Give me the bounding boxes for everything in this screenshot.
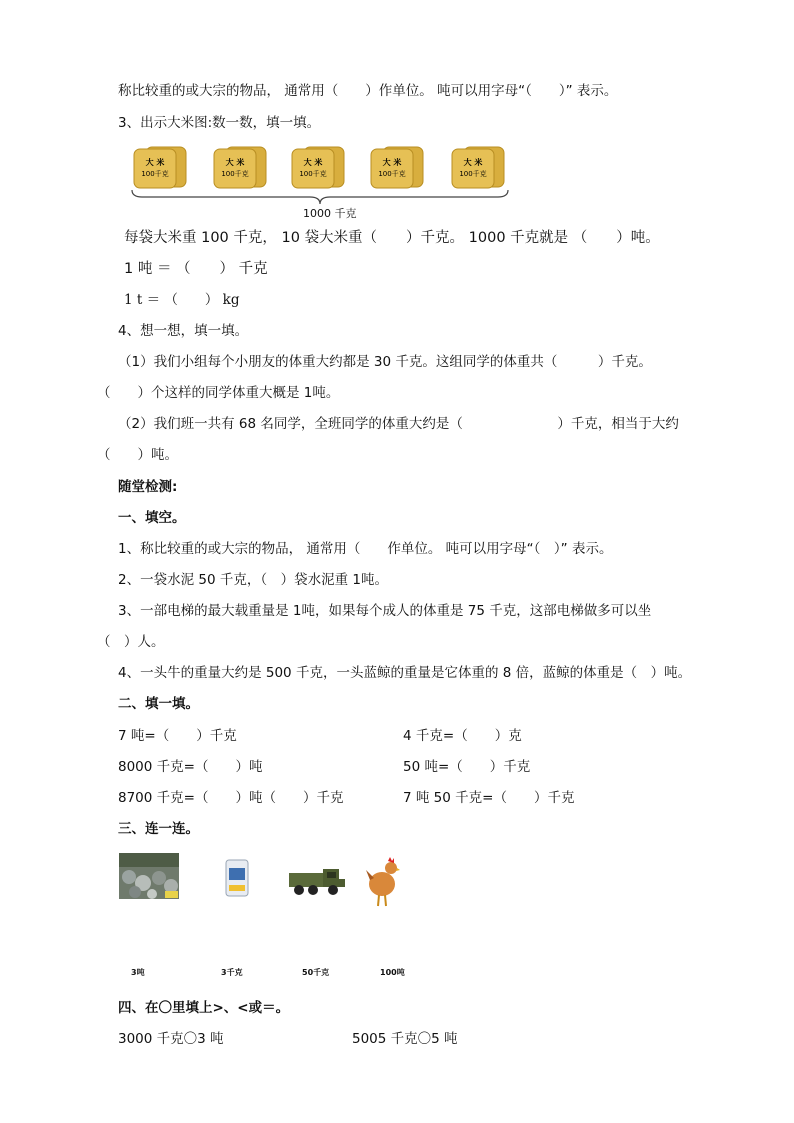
section-heading: 一、填空。	[118, 510, 186, 526]
match-label: 3吨	[131, 968, 145, 977]
text-line: 7 吨 50 千克=（ ）千克	[403, 790, 575, 806]
text-line: 每袋大米重 100 千克， 10 袋大米重（ ）千克。 1000 千克就是 （ ）吨。	[124, 230, 660, 246]
text-line: （ ）个这样的同学体重大概是 1吨。	[97, 385, 340, 401]
rice-bag-image	[132, 145, 188, 190]
section-heading: 随堂检测:	[118, 479, 178, 495]
text-line: （ ）吨。	[97, 447, 178, 463]
bag-label-top: 大 米	[463, 158, 483, 167]
text-line: 5005 千克〇5 吨	[352, 1031, 458, 1047]
bag-label-top: 大 米	[145, 158, 165, 167]
bag-label-bottom: 100千克	[221, 170, 249, 178]
question-heading: 3、出示大米图:数一数，填一填。	[118, 115, 321, 131]
brace-icon	[130, 188, 510, 206]
rice-bag-image	[290, 145, 346, 190]
text-line: 1 吨 ＝ （ ） 千克	[124, 261, 268, 277]
match-label: 3千克	[221, 968, 243, 977]
text-line: 称比较重的或大宗的物品， 通常用（ ）作单位。 吨可以用字母“（ ）” 表示。	[118, 83, 618, 99]
text-line: 4、一头牛的重量大约是 500 千克，一头蓝鲸的重量是它体重的 8 倍，蓝鲸的体重是（ ）吨。	[118, 665, 692, 681]
chicken-image	[366, 856, 400, 908]
match-label: 50千克	[302, 968, 330, 977]
cement-bag-image	[224, 858, 250, 898]
bag-label-bottom: 100千克	[459, 170, 487, 178]
truck-image	[287, 865, 347, 897]
bag-label-bottom: 100千克	[141, 170, 169, 178]
text-line: （1）我们小组每个小朋友的体重大约都是 30 千克。这组同学的体重共（ ）千克。	[118, 354, 652, 370]
question-heading: 4、想一想，填一填。	[118, 323, 249, 339]
text-line: （2）我们班一共有 68 名同学，全班同学的体重大约是（ ）千克，相当于大约	[118, 416, 679, 432]
bag-label-bottom: 100千克	[378, 170, 406, 178]
text-line: 8000 千克=（ ）吨	[118, 759, 263, 775]
text-line: 8700 千克=（ ）吨（ ）千克	[118, 790, 344, 806]
text-line: 50 吨=（ ）千克	[403, 759, 531, 775]
text-line: 4 千克=（ ）克	[403, 728, 522, 744]
section-heading: 三、连一连。	[118, 821, 199, 837]
rice-bag-image	[450, 145, 506, 190]
bag-label-bottom: 100千克	[299, 170, 327, 178]
bag-label-top: 大 米	[382, 158, 402, 167]
text-line: （ ）人。	[97, 634, 165, 650]
text-line: 1 t ＝ （ ） kg	[124, 292, 240, 308]
text-line: 7 吨=（ ）千克	[118, 728, 237, 744]
section-heading: 四、在〇里填上>、<或＝。	[118, 1000, 290, 1016]
bag-label-top: 大 米	[225, 158, 245, 167]
bag-label-top: 大 米	[303, 158, 323, 167]
rice-bag-image	[369, 145, 425, 190]
brace-label: 1000 千克	[303, 207, 357, 220]
text-line: 1、称比较重的或大宗的物品， 通常用（ 作单位。 吨可以用字母“（ ）” 表示。	[118, 541, 613, 557]
match-label: 100吨	[380, 968, 405, 977]
rice-bag-image	[212, 145, 268, 190]
text-line: 2、一袋水泥 50 千克，（ ）袋水泥重 1吨。	[118, 572, 388, 588]
text-line: 3、一部电梯的最大载重量是 1吨，如果每个成人的体重是 75 千克，这部电梯做多可以坐	[118, 603, 652, 619]
rock-pile-image	[119, 853, 179, 899]
section-heading: 二、填一填。	[118, 696, 199, 712]
text-line: 3000 千克〇3 吨	[118, 1031, 224, 1047]
